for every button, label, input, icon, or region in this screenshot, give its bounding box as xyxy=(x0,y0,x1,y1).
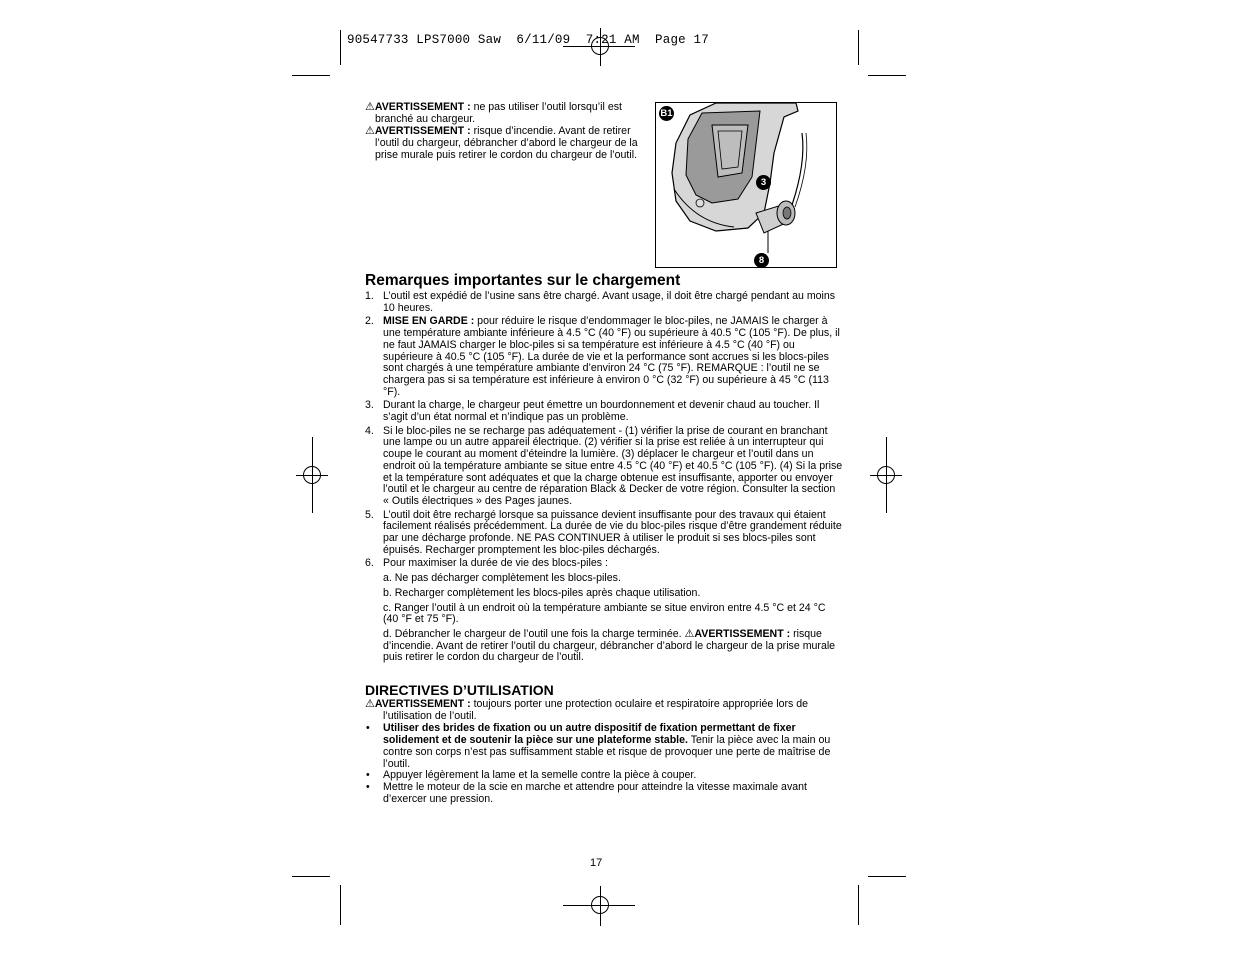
warning-triangle-icon: ⚠ xyxy=(365,698,375,710)
figure-b1 xyxy=(655,102,837,268)
usage-directives xyxy=(365,699,843,805)
warning-triangle-icon: ⚠ xyxy=(365,125,375,138)
usage-bullet-list xyxy=(365,723,843,805)
item-number: 6. xyxy=(365,557,374,570)
bullet-text: Appuyer légèrement la lame et la semelle contre la pièce à couper. xyxy=(383,769,697,782)
list-item xyxy=(365,558,843,570)
crop-mark xyxy=(858,885,859,925)
registration-mark xyxy=(312,437,313,513)
sub-item-text: risque d’incendie. Avant de retirer l’outil du chargeur, débrancher d’abord le chargeur de la prise murale puis retirer le cordon du chargeur de l’outil. xyxy=(383,627,836,664)
item-text: Pour maximiser la durée de vie des blocs-piles : xyxy=(383,557,608,570)
warning-paragraph xyxy=(365,126,653,161)
warning-label: AVERTISSEMENT : xyxy=(374,125,471,138)
section-heading-charging: Remarques importantes sur le chargement xyxy=(365,272,681,289)
item-number: 5. xyxy=(365,508,374,521)
print-slug: 90547733 LPS7000 Saw 6/11/09 7:21 AM Page 17 xyxy=(347,33,709,47)
item-lead: MISE EN GARDE : xyxy=(383,315,475,328)
list-item xyxy=(365,723,843,770)
registration-mark xyxy=(600,886,601,926)
callout-8: 8 xyxy=(754,253,769,268)
bullet-bold: Utiliser des brides de fixation ou un autre dispositif de fixation permettant de fixer solidement et de soutenir la pièce sur une plateforme stable. xyxy=(383,722,796,747)
list-item xyxy=(365,426,843,508)
item-number: 2. xyxy=(365,315,374,328)
sub-item-text: d. Débrancher le chargeur de l’outil une fois la charge terminée. xyxy=(383,627,685,640)
bullet-text: Mettre le moteur de la scie en marche et attendre pour atteindre la vitesse maximale avant d’exercer une pression. xyxy=(383,780,807,805)
warning-label: AVERTISSEMENT : xyxy=(694,627,791,640)
list-item xyxy=(365,291,843,314)
list-item xyxy=(365,400,843,423)
crop-mark xyxy=(292,876,330,877)
callout-3: 3 xyxy=(756,175,771,190)
list-item xyxy=(365,510,843,557)
sub-item: a. Ne pas décharger complètement les blocs-piles. xyxy=(383,572,621,585)
warning-text: risque d’incendie. Avant de retirer l’outil du chargeur, débrancher d’abord le chargeur de la prise murale puis retirer le cordon du chargeur de l’outil. xyxy=(375,125,638,161)
crop-mark xyxy=(292,75,330,76)
item-text: Si le bloc-piles ne se recharge pas adéquatement - (1) vérifier la prise de courant en branchant une lampe ou un autre appareil électrique. (2) vérifier si la prise est reliée à un interrupteur qui coupe le courant au moment d’éteindre la lumière. (3) déplacer le chargeur et l’outil dans un endroit où la température ambiante se situe entre 4.5 °C (40 °F) et 40.5 °C (105 °F). (4) Si la prise et la température sont adéquates et que la charge obtenue est insuffisante, apporter ou envoyer l’outil et le chargeur au centre de réparation Black & Decker de votre région. Consulter la section « Outils électriques » des Pages jaunes. xyxy=(383,424,843,507)
crop-mark xyxy=(340,30,341,65)
warning-label: AVERTISSEMENT : xyxy=(374,698,471,710)
drill-charger-illustration xyxy=(656,103,837,268)
item-text: L’outil doit être rechargé lorsque sa puissance devient insuffisante pour des travaux qui étaient facilement réalisés précédemment. La durée de vie du bloc-piles risque d’être grandement réduite par une décharge profonde. NE PAS CONTINUER à utiliser le produit si ses blocs-piles sont épuisés. Recharger promptement les bloc-piles déchargés. xyxy=(383,508,842,556)
sub-item: b. Recharger complètement les blocs-piles après chaque utilisation. xyxy=(383,586,701,599)
list-item xyxy=(365,316,843,398)
crop-mark xyxy=(340,885,341,925)
warning-text: ne pas utiliser l’outil lorsqu’il est branché au chargeur. xyxy=(375,101,622,125)
item-text: Durant la charge, le chargeur peut émettre un bourdonnement et devenir chaud au toucher. Il s’agit d’un état normal et n’indique pas un problème. xyxy=(383,399,820,424)
item-number: 3. xyxy=(365,399,374,412)
warning-paragraph xyxy=(365,102,653,125)
figure-id-badge: B1 xyxy=(660,108,673,119)
item-text: pour réduire le risque d’endommager le bloc-piles, ne JAMAIS le charger à une température ambiante inférieure à 4.5 °C (40 °F) ou supérieure à 40.5 °C (105 °F). De plus, il ne faut JAMAIS charger le bloc-piles si sa température est inférieure à 4.5 °C (40 °F) ou supérieure à 40.5 °C (105 °F). La durée de vie et la performance sont accrues si les blocs-piles sont chargés à une température ambiante d’environ 24 °C (75 °F). REMARQUE : l’outil ne se chargera pas si sa température est inférieure à environ 0 °C (32 °F) ou supérieure à 45 °C (113 °F). xyxy=(383,315,840,398)
list-item xyxy=(365,782,843,805)
item-number: 1. xyxy=(365,290,374,302)
bullet-icon: • xyxy=(366,722,370,735)
bullet-text: Tenir la pièce avec la main ou contre son corps n’est pas suffisamment stable et risque de provoquer une perte de maîtrise de l’outil. xyxy=(383,734,831,770)
charging-notes xyxy=(365,291,843,666)
charging-notes-list xyxy=(365,291,843,570)
warning-paragraph xyxy=(365,699,843,722)
crop-mark xyxy=(868,75,906,76)
warning-label: AVERTISSEMENT : xyxy=(374,101,471,113)
sub-item: c. Ranger l’outil à un endroit où la température ambiante se situe environ entre 4.5 °C et 24 °C (40 °F et 75 °F). xyxy=(383,601,826,626)
page-number: 17 xyxy=(590,857,603,869)
item-number: 4. xyxy=(365,424,374,437)
warning-text: toujours porter une protection oculaire et respiratoire appropriée lors de l’utilisation de l’outil. xyxy=(383,698,809,722)
bullet-icon: • xyxy=(366,780,370,793)
crop-mark xyxy=(868,876,906,877)
sub-item-d xyxy=(365,629,843,664)
warning-triangle-icon: ⚠ xyxy=(365,101,375,113)
registration-mark xyxy=(563,905,635,906)
crop-mark xyxy=(858,30,859,65)
section-heading-usage: DIRECTIVES D’UTILISATION xyxy=(365,682,554,698)
bullet-icon: • xyxy=(366,769,370,782)
registration-mark xyxy=(886,437,887,513)
item-text: L’outil est expédié de l’usine sans être chargé. Avant usage, il doit être chargé pendant au moins 10 heures. xyxy=(383,290,836,314)
warning-triangle-icon: ⚠ xyxy=(684,627,695,640)
top-warnings xyxy=(365,102,653,162)
